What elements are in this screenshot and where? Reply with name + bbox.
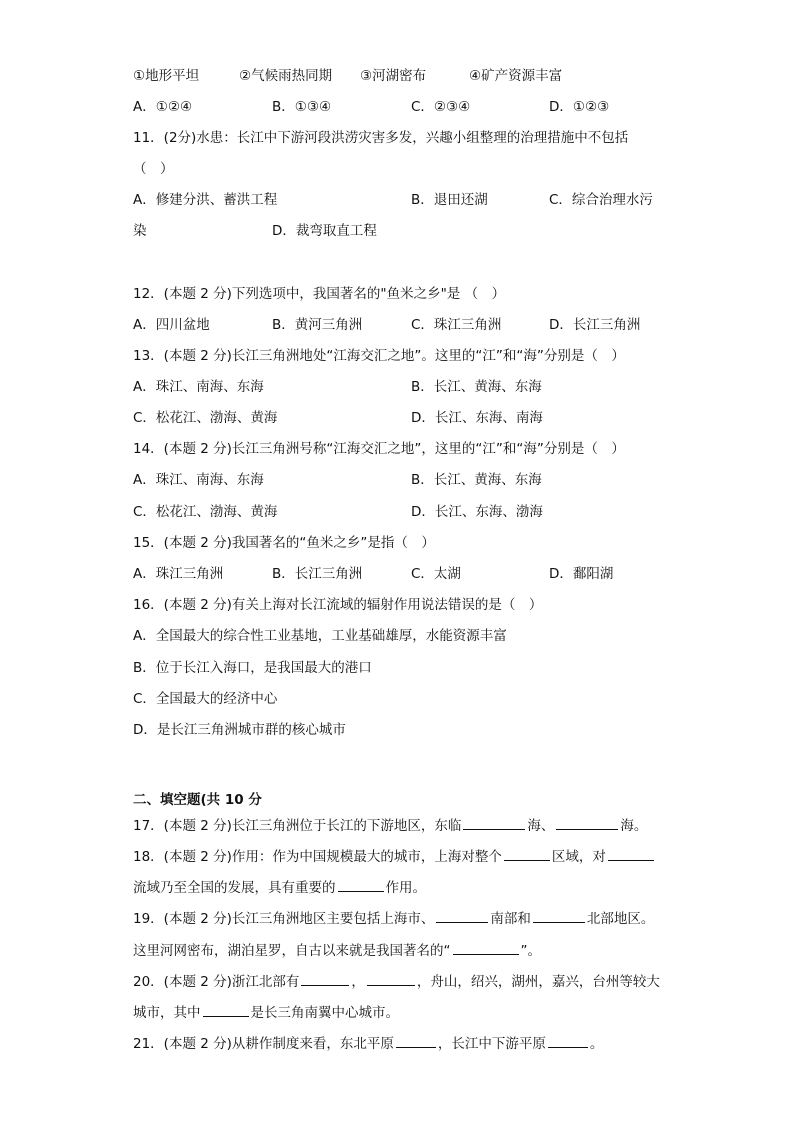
- q19-blank-2[interactable]: [533, 908, 585, 923]
- q21: [133, 1033, 603, 1053]
- q20-blank-1[interactable]: [301, 971, 349, 986]
- q19-line-1: [133, 908, 654, 928]
- q18-text-c: 流域乃至全国的发展，具有重要的: [133, 880, 336, 896]
- q15-option-c[interactable]: C．太湖: [411, 566, 461, 582]
- q15-option-b[interactable]: B．长江三角洲: [272, 566, 363, 582]
- q10-option-b[interactable]: B．①③④: [272, 99, 332, 115]
- q16-option-b[interactable]: B．位于长江入海口，是我国最大的港口: [133, 660, 372, 676]
- q19-text-c: 北部地区。: [586, 911, 655, 927]
- q15-option-a[interactable]: A．珠江三角洲: [133, 566, 224, 582]
- q16-option-d[interactable]: D．是长江三角洲城市群的核心城市: [133, 722, 346, 738]
- q10-item-4: ④矿产资源丰富: [469, 68, 563, 84]
- q14-stem: 14．(本题 2 分)长江三角洲号称“江海交汇之地”，这里的“江”和“海”分别是（ ）: [133, 441, 625, 457]
- q18-text-b: 区域，对: [551, 849, 606, 865]
- q21-blank-1[interactable]: [396, 1033, 436, 1048]
- q18-blank-1[interactable]: [504, 846, 550, 861]
- q12-option-b[interactable]: B．黄河三角洲: [272, 317, 363, 333]
- q16-option-c[interactable]: C．全国最大的经济中心: [133, 691, 278, 707]
- q10-item-3: ③河湖密布: [360, 68, 427, 84]
- q20-text-a: 20．(本题 2 分)浙江北部有: [133, 974, 300, 990]
- q13-stem: 13．(本题 2 分)长江三角洲地处“江海交汇之地”。这里的“江”和“海”分别是（ ）: [133, 348, 625, 364]
- q12-option-a[interactable]: A．四川盆地: [133, 317, 210, 333]
- q13-option-d[interactable]: D．长江、东海、南海: [411, 410, 543, 426]
- q14-option-b[interactable]: B．长江、黄海、东海: [411, 472, 542, 488]
- q14-option-c[interactable]: C．松花江、渤海、黄海: [133, 504, 278, 520]
- q11-paren: （ ）: [133, 161, 174, 177]
- q20-text-e: 是长三角南翼中心城市。: [250, 1005, 399, 1021]
- q19-text-e: ”。: [520, 943, 541, 959]
- q14-option-a[interactable]: A．珠江、南海、东海: [133, 472, 264, 488]
- q20-text-d: 城市，其中: [133, 1005, 201, 1021]
- q16-option-a[interactable]: A．全国最大的综合性工业基地，工业基础雄厚，水能资源丰富: [133, 628, 507, 644]
- q20-text-b: ，: [351, 974, 365, 990]
- q18-text-a: 18．(本题 2 分)作用：作为中国规模最大的城市，上海对整个: [133, 849, 502, 865]
- q17-text-a: 17．(本题 2 分)长江三角洲位于长江的下游地区，东临: [133, 818, 462, 834]
- q10-option-d[interactable]: D．①②③: [549, 99, 610, 115]
- q15-stem: 15．(本题 2 分)我国著名的“鱼米之乡”是指（ ）: [133, 535, 435, 551]
- q10-option-a[interactable]: A．①②④: [133, 99, 193, 115]
- q20-line-1: [133, 971, 660, 991]
- q14-option-d[interactable]: D．长江、东海、渤海: [411, 504, 543, 520]
- q21-text-c: 。: [589, 1036, 604, 1052]
- q11-option-c[interactable]: C．综合治理水污: [549, 192, 653, 208]
- q13-option-b[interactable]: B．长江、黄海、东海: [411, 379, 542, 395]
- q20-line-2: [133, 1002, 399, 1022]
- q10-option-c[interactable]: C．②③④: [411, 99, 471, 115]
- q18-blank-3[interactable]: [338, 877, 384, 892]
- q19-blank-1[interactable]: [436, 908, 488, 923]
- q20-blank-2[interactable]: [367, 971, 415, 986]
- q17-blank-2[interactable]: [556, 815, 618, 830]
- q21-blank-2[interactable]: [548, 1033, 588, 1048]
- q18-line-2: [133, 877, 426, 897]
- q11-option-c-wrap: 染: [133, 223, 147, 239]
- q13-option-a[interactable]: A．珠江、南海、东海: [133, 379, 264, 395]
- q11-option-d[interactable]: D．裁弯取直工程: [272, 223, 377, 239]
- q19-blank-3[interactable]: [453, 940, 519, 955]
- q19-line-2: [133, 940, 541, 960]
- q21-text-a: 21．(本题 2 分)从耕作制度来看，东北平原: [133, 1036, 394, 1052]
- q12-option-d[interactable]: D．长江三角洲: [549, 317, 641, 333]
- q17: [133, 815, 647, 835]
- q17-text-b: 海、: [527, 818, 555, 834]
- q20-blank-3[interactable]: [203, 1002, 249, 1017]
- q15-option-d[interactable]: D．鄱阳湖: [549, 566, 614, 582]
- q12-stem: 12．(本题 2 分)下列选项中，我国著名的"鱼米之乡"是 （ ）: [133, 286, 506, 302]
- q19-text-a: 19．(本题 2 分)长江三角洲地区主要包括上海市、: [133, 911, 435, 927]
- q11-stem: 11．(2分)水患：长江中下游河段洪涝灾害多发，兴趣小组整理的治理措施中不包括: [133, 130, 629, 146]
- q19-text-d: 这里河网密布，湖泊星罗，自古以来就是我国著名的“: [133, 943, 451, 959]
- q12-option-c[interactable]: C．珠江三角洲: [411, 317, 502, 333]
- q18-blank-2[interactable]: [608, 846, 654, 861]
- q20-text-c: ，舟山，绍兴，湖州，嘉兴，台州等较大: [416, 974, 660, 990]
- q11-option-a[interactable]: A．修建分洪、蓄洪工程: [133, 192, 278, 208]
- q10-item-1: ①地形平坦: [133, 68, 200, 84]
- q13-option-c[interactable]: C．松花江、渤海、黄海: [133, 410, 278, 426]
- section-heading-fill-in: 二、填空题(共 10 分: [133, 792, 262, 808]
- q10-item-2: ②气候雨热同期: [239, 68, 333, 84]
- q19-text-b: 南部和: [490, 911, 531, 927]
- q18-line-1: [133, 846, 656, 866]
- q18-text-d: 作用。: [385, 880, 426, 896]
- q17-text-c: 海。: [620, 818, 648, 834]
- q16-stem: 16．(本题 2 分)有关上海对长江流域的辐射作用说法错误的是（ ）: [133, 597, 543, 613]
- q21-text-b: ，长江中下游平原: [437, 1036, 546, 1052]
- q11-option-b[interactable]: B．退田还湖: [411, 192, 488, 208]
- q17-blank-1[interactable]: [463, 815, 525, 830]
